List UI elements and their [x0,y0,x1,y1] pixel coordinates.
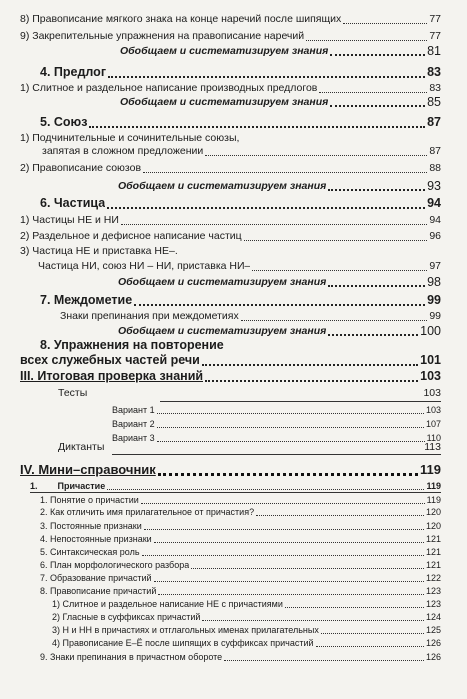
page-number: 126 [425,638,441,648]
page-number: 98 [427,275,441,289]
page-number: 125 [425,625,441,635]
page-number: 124 [425,612,441,622]
toc-entry-line: 1) Подчинительные и сочинительные союзы, [20,132,240,144]
toc-entry: 6. План морфологического разбора 121 [40,560,441,570]
page-number: 110 [426,433,441,443]
page-number: 113 [424,441,441,453]
toc-part: III. Итоговая проверка знаний 103 [20,369,441,383]
toc-section: 4. Предлог 83 [40,65,441,79]
toc-entry: 7. Образование причастий 122 [40,573,441,583]
toc-summary: Обобщаем и систематизируем знания 100 [118,324,441,338]
toc-entry: 1. Понятие о причастии 119 [40,495,441,505]
page-number: 101 [420,353,441,367]
toc-section: 5. Союз 87 [40,115,441,129]
toc-entry: Вариант 3 110 [112,433,441,443]
toc-entry: 3. Постоянные признаки 120 [40,521,441,531]
page-number: 121 [425,534,441,544]
page-number: 119 [420,462,441,477]
page-number: 77 [429,13,441,25]
toc-entry: 1) Слитное и раздельное написание производных предлогов 83 [20,82,441,94]
page-number: 83 [427,65,441,79]
page-number: 87 [427,115,441,129]
toc-section: 7. Междометие 99 [40,293,441,307]
toc-summary: Обобщаем и систематизируем знания 85 [120,95,441,109]
toc-entry: 3) Н и НН в причастиях и отглагольных именах прилагательных 125 [52,625,441,635]
toc-summary: Обобщаем и систематизируем знания 93 [118,179,441,193]
toc-entry: 9) Закрепительные упражнения на правописание наречий 77 [20,30,441,42]
page-number: 123 [425,586,441,596]
page-number: 100 [420,324,441,338]
toc-entry: 2) Раздельное и дефисное написание частиц 96 [20,230,441,242]
page-number: 121 [425,547,441,557]
toc-section: всех служебных частей речи 101 [20,353,441,367]
toc-entry: 2) Правописание союзов 88 [20,162,441,174]
toc-summary: Обобщаем и систематизируем знания 81 [120,44,441,58]
toc-entry: 2) Гласные в суффиксах причастий 124 [52,612,441,622]
toc-entry: 1) Слитное и раздельное написание НЕ с причастиями 123 [52,599,441,609]
toc-entry: 2. Как отличить имя прилагательное от причастия? 120 [40,507,441,517]
toc-entry: 9. Знаки препинания в причастном обороте 126 [40,652,441,662]
page-number: 121 [425,560,441,570]
page-number: 96 [429,230,441,242]
page-number: 81 [427,44,441,58]
toc-summary: Обобщаем и систематизируем знания 98 [118,275,441,289]
page-number: 103 [420,369,441,383]
page-number: 85 [427,95,441,109]
page-number: 120 [425,521,441,531]
page-number: 103 [423,387,441,399]
toc-entry: Вариант 1 103 [112,405,441,415]
toc-chapter: 1. Причастие 119 [30,481,441,491]
page-number: 77 [429,30,441,42]
toc-part: IV. Мини–справочник 119 [20,462,441,477]
page-number: 107 [425,419,441,429]
toc-entry: Знаки препинания при междометиях 99 [60,310,441,322]
toc-section: 6. Частица 94 [40,196,441,210]
page-number: 93 [427,179,441,193]
divider [30,492,441,493]
toc-entry: 8. Правописание причастий 123 [40,586,441,596]
page-number: 94 [427,196,441,210]
page-number: 122 [425,573,441,583]
page-number: 87 [429,145,441,157]
page-number: 123 [425,599,441,609]
toc-entry: 5. Синтаксическая роль 121 [40,547,441,557]
divider [112,454,441,455]
divider [160,401,441,402]
toc-entry: Тесты 103 [58,387,441,399]
page-number: 119 [426,495,441,505]
toc-entry: 4) Правописание Е–Ё после шипящих в суффиксах причастий 126 [52,638,441,648]
toc-section-line: 8. Упражнения на повторение [40,338,224,352]
toc-entry: 4. Непостоянные признаки 121 [40,534,441,544]
toc-entry: Диктанты 113 [58,441,441,453]
page-number: 99 [427,293,441,307]
page-number: 99 [429,310,441,322]
page-number: 126 [425,652,441,662]
page-number: 88 [429,162,441,174]
page-number: 83 [429,82,441,94]
page-number: 103 [425,405,441,415]
page-number: 120 [425,507,441,517]
toc-entry: Частица НИ, союз НИ – НИ, приставка НИ– 97 [38,260,441,272]
page-number: 97 [429,260,441,272]
page-number: 94 [429,214,441,226]
toc-entry: запятая в сложном предложении 87 [42,145,441,157]
toc-entry: Вариант 2 107 [112,419,441,429]
toc-entry: 1) Частицы НЕ и НИ 94 [20,214,441,226]
page-number: 119 [426,481,441,491]
toc-entry: 8) Правописание мягкого знака на конце наречий после шипящих 77 [20,13,441,25]
toc-entry-line: 3) Частица НЕ и приставка НЕ–. [20,245,178,257]
